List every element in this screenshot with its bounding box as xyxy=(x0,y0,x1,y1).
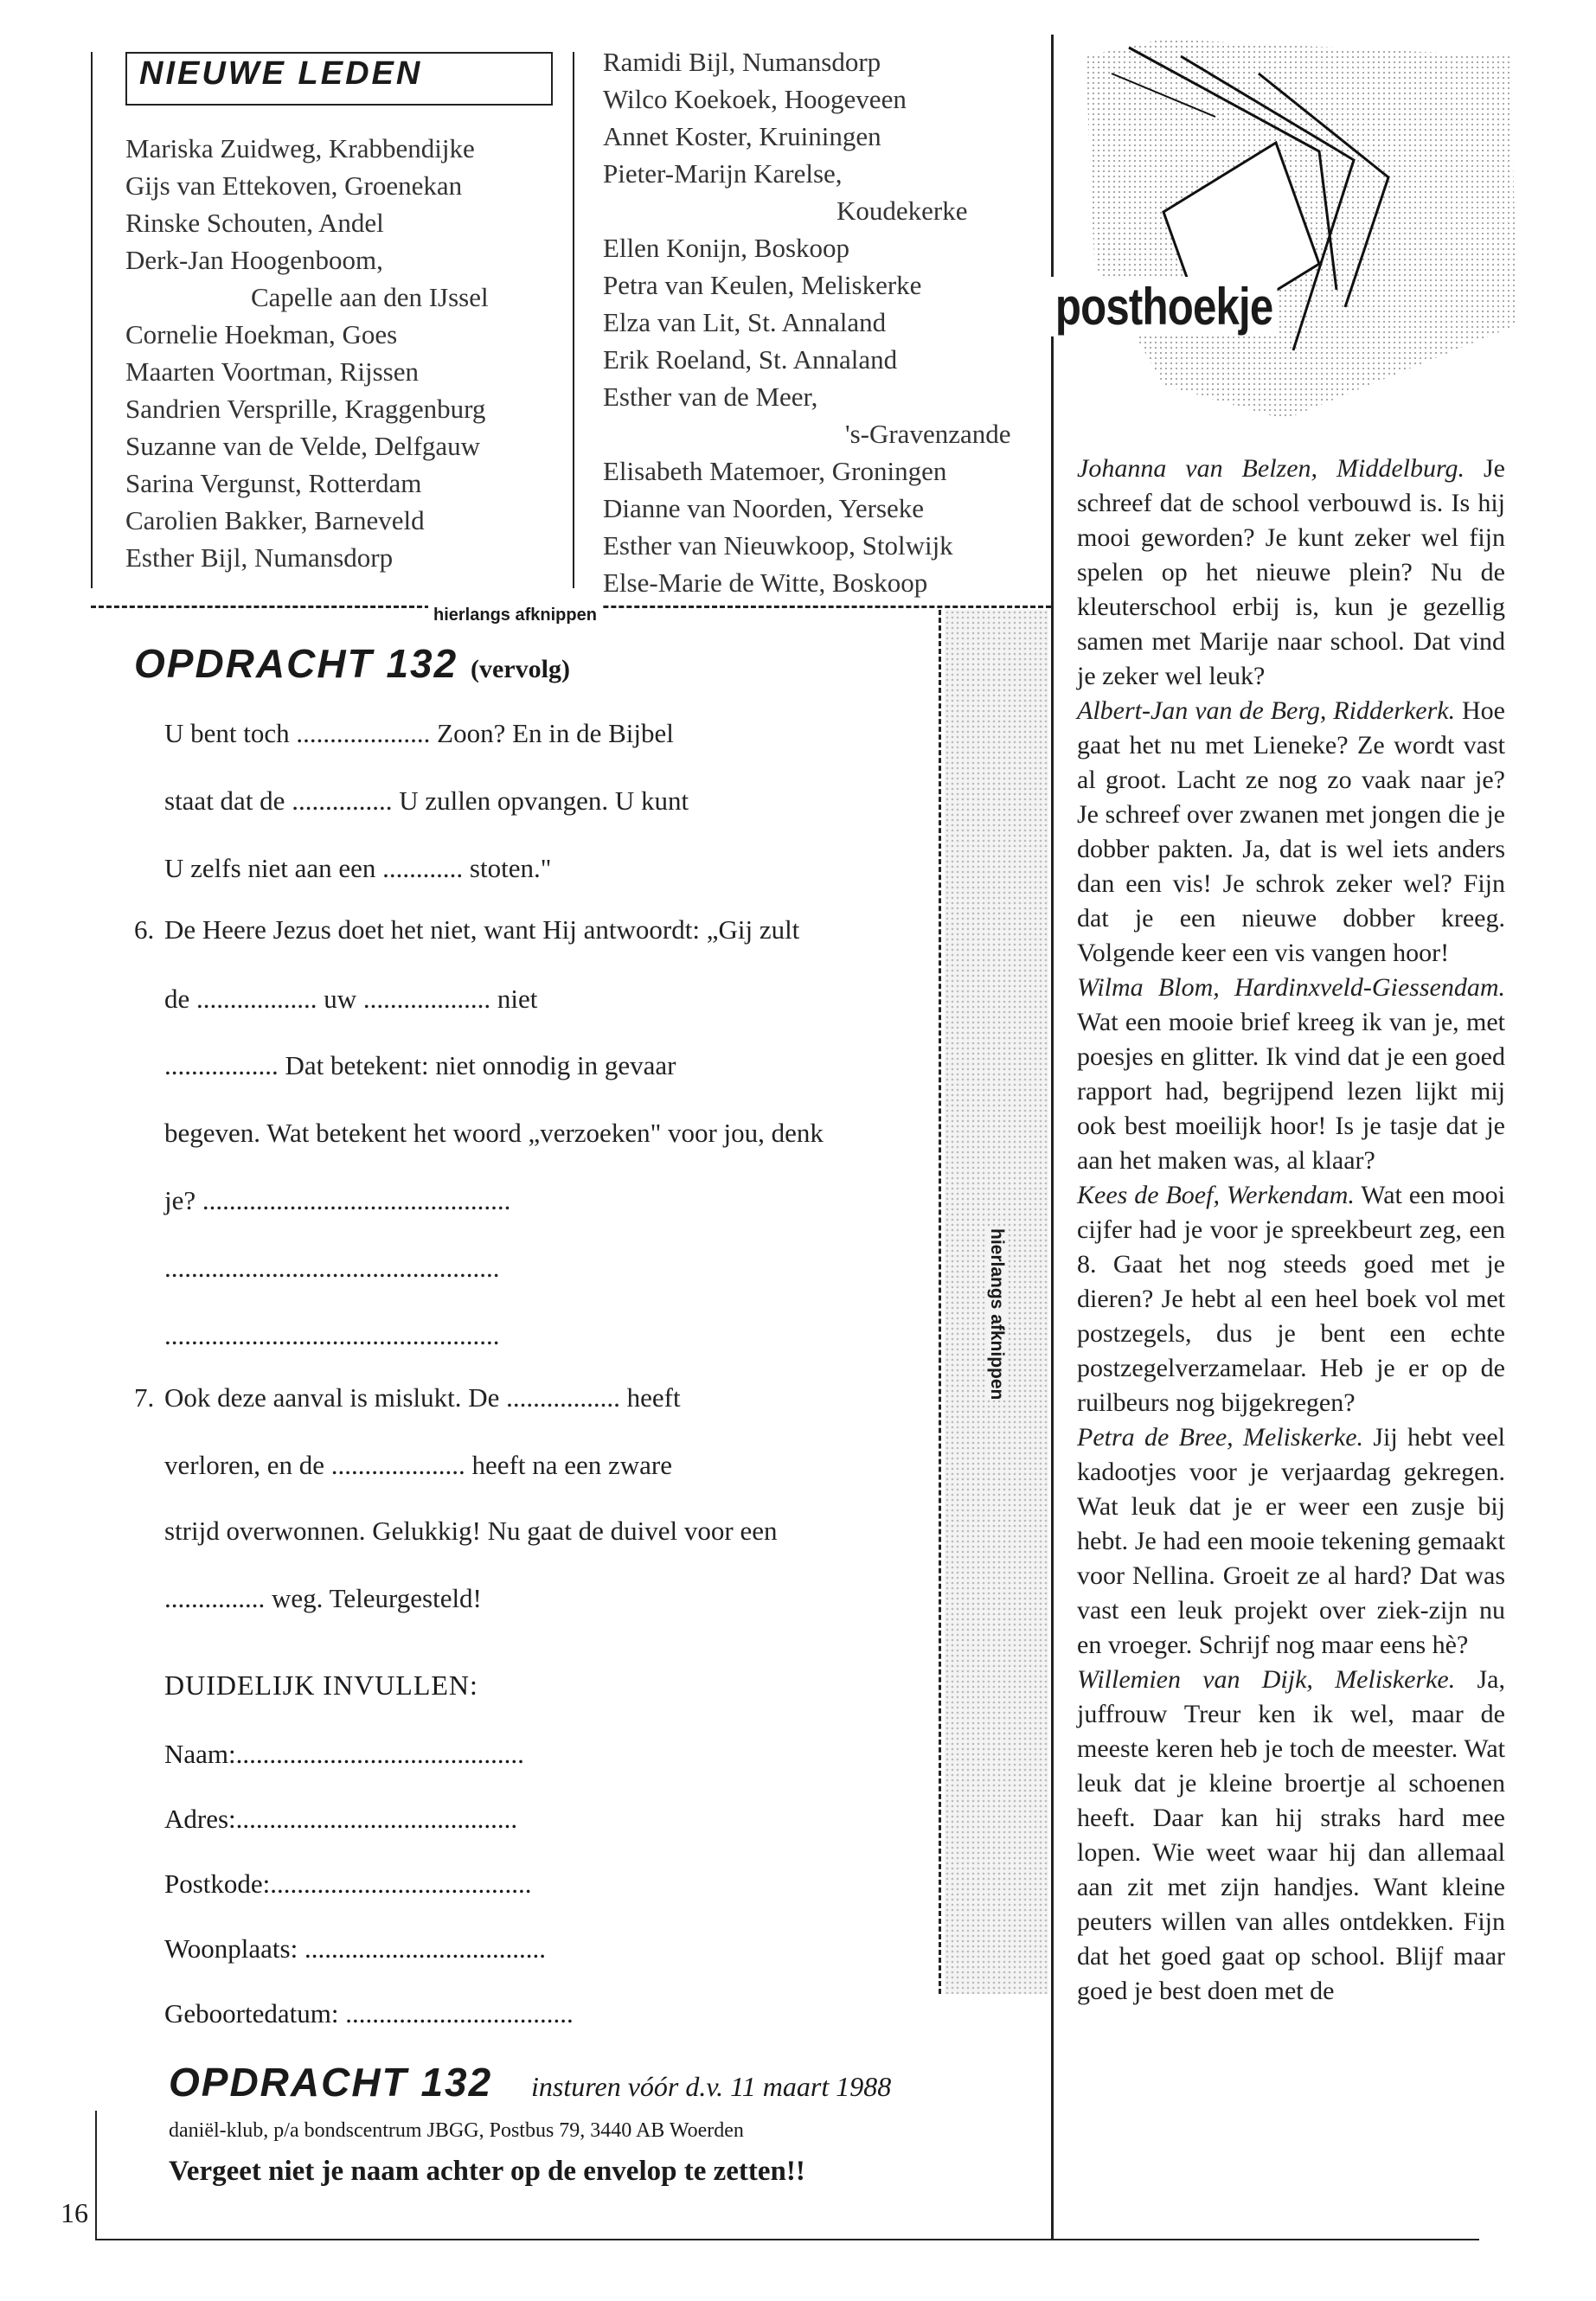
member-name: Cornelie Hoekman, Goes xyxy=(125,319,398,349)
member-name: Derk-Jan Hoogenboom, xyxy=(125,245,383,275)
letter-writer: Willemien van Dijk, Meliskerke. xyxy=(1077,1665,1456,1694)
member-name: Carolien Bakker, Barneveld xyxy=(125,505,425,535)
letter-reply: Hoe gaat het nu met Lieneke? Ze wordt vast al groot. Lacht ze nog zo vaak naar je? Je schreef over zwanen met jongen die je dobber pakten. Ja, dat is wel iets anders dan een vis! Je schrok zeker wel? Fijn dat je een nieuwe dobber kreeg. Volgende keer een vis vangen hoor! xyxy=(1077,696,1505,967)
page-rule-left xyxy=(95,2111,97,2240)
member-name: Esther van Nieuwkoop, Stolwijk xyxy=(603,530,953,561)
member-name: Koudekerke xyxy=(836,195,968,226)
assignment-line: begeven. Wat betekent het woord „verzoeken" voor jou, denk xyxy=(164,1118,824,1148)
form-field-address[interactable]: Adres:.......................................... xyxy=(164,1804,518,1834)
member-name: Maarten Voortman, Rijssen xyxy=(125,356,419,387)
form-field-name[interactable]: Naam:........................................... xyxy=(164,1739,524,1769)
assignment-subtitle: (vervolg) xyxy=(470,655,570,683)
member-name: Rinske Schouten, Andel xyxy=(125,208,384,238)
member-name: Pieter-Marijn Karelse, xyxy=(603,158,843,189)
letter-reply: Jij hebt veel kadootjes voor je verjaardag gekregen. Wat leuk dat je er weer een zusje bij hebt. Je had een mooie tekening gemaakt voor Nellina. Groeit ze al hard? Dat was vast een leuk projekt over ziek-zijn nu en vroeger. Schrijf nog maar eens hè? xyxy=(1077,1423,1505,1659)
letter-writer: Wilma Blom, Hardinxveld-Giessendam. xyxy=(1077,973,1505,1002)
letter-reply: Je schreef dat de school verbouwd is. Is hij mooi geworden? Je kunt zeker wel fijn spelen op het nieuwe plein? Nu de kleuterschool erbij is, kun je gezellig samen met Marije naar school. Dat vind je zeker wel leuk? xyxy=(1077,454,1505,690)
member-name: Esther Bijl, Numansdorp xyxy=(125,542,394,573)
form-field-birthdate[interactable]: Geboortedatum: .................................. xyxy=(164,1998,574,2029)
cut-label-horizontal: hierlangs afknippen xyxy=(428,606,602,625)
letter-entry xyxy=(1077,452,1505,694)
member-name: Elisabeth Matemoer, Groningen xyxy=(603,456,947,486)
member-name: Petra van Keulen, Meliskerke xyxy=(603,270,922,300)
member-name: 's-Gravenzande xyxy=(845,419,1011,449)
member-name: Elza van Lit, St. Annaland xyxy=(603,307,887,337)
letter-entry xyxy=(1077,1420,1505,1663)
assignment-footer-title xyxy=(169,2059,891,2106)
member-name: Suzanne van de Velde, Delfgauw xyxy=(125,431,481,461)
assignment-line: ............... weg. Teleurgesteld! xyxy=(164,1583,482,1613)
member-name: Ellen Konijn, Boskoop xyxy=(603,233,850,263)
letter-entry xyxy=(1077,1663,1505,2009)
assignment-title-text: OPDRACHT 132 xyxy=(134,641,458,686)
assignment-line: U zelfs niet aan een ............ stoten." xyxy=(164,853,552,883)
assignment-line: De Heere Jezus doet het niet, want Hij antwoordt: „Gij zult xyxy=(164,914,800,945)
page-rule-bottom xyxy=(95,2239,1479,2240)
assignment-line: de .................. uw ................... niet xyxy=(164,984,538,1014)
deadline-text: insturen vóór d.v. 11 maart 1988 xyxy=(530,2071,892,2102)
answer-line[interactable]: je? .............................................. xyxy=(164,1185,511,1215)
letter-entry xyxy=(1077,694,1505,971)
member-name: Sarina Vergunst, Rotterdam xyxy=(125,468,422,498)
letter-writer: Petra de Bree, Meliskerke. xyxy=(1077,1423,1364,1452)
member-name: Capelle aan den IJssel xyxy=(251,282,489,312)
form-heading: DUIDELIJK INVULLEN: xyxy=(164,1670,478,1701)
answer-line[interactable]: .................................................. xyxy=(164,1320,500,1350)
letter-entry xyxy=(1077,1178,1505,1420)
assignment-title xyxy=(134,640,570,687)
new-members-list-left xyxy=(125,130,558,576)
member-name: Annet Koster, Kruiningen xyxy=(603,121,881,151)
cut-label-vertical: hierlangs afknippen xyxy=(987,1228,1007,1400)
letter-entry xyxy=(1077,971,1505,1178)
page-number: 16 xyxy=(61,2197,88,2228)
club-address: daniël-klub, p/a bondscentrum JBGG, Postbus 79, 3440 AB Woerden xyxy=(169,2119,744,2142)
answer-line[interactable]: .................................................. xyxy=(164,1253,500,1283)
question-number: 6. xyxy=(134,914,155,945)
member-name: Mariska Zuidweg, Krabbendijke xyxy=(125,133,475,163)
posthoekje-letters xyxy=(1077,452,1505,2009)
letter-writer: Johanna van Belzen, Middelburg. xyxy=(1077,454,1465,483)
assignment-line: Ook deze aanval is mislukt. De ................. heeft xyxy=(164,1382,681,1413)
form-field-city[interactable]: Woonplaats: .................................... xyxy=(164,1933,546,1964)
member-name: Else-Marie de Witte, Boskoop xyxy=(603,567,928,598)
assignment-footer-title-text: OPDRACHT 132 xyxy=(169,2060,493,2105)
question-number: 7. xyxy=(134,1382,155,1413)
assignment-line: ................. Dat betekent: niet onnodig in gevaar xyxy=(164,1050,676,1080)
assignment-line: staat dat de ............... U zullen opvangen. U kunt xyxy=(164,785,689,816)
posthoekje-title: posthoekje xyxy=(1051,277,1277,336)
new-members-title-box xyxy=(125,52,553,106)
assignment-line: U bent toch .................... Zoon? En in de Bijbel xyxy=(164,718,674,748)
letter-reply: Wat een mooi cijfer had je voor je spreekbeurt zeg, een 8. Gaat het nog steeds goed met je dieren? Je hebt al een heel boek vol met postzegels, dus je bent een echte postzegelverzamelaar. Heb je er op de ruilbeurs nog bijgekregen? xyxy=(1077,1181,1505,1417)
cut-line-vertical xyxy=(939,610,941,1994)
posthoekje-graphic xyxy=(1060,39,1527,445)
assignment-line: verloren, en de .................... heeft na een zware xyxy=(164,1450,673,1480)
form-field-postcode[interactable]: Postkode:....................................... xyxy=(164,1868,532,1899)
letter-reply: Ja, juffrouw Treur ken ik wel, maar de meeste keren heb je toch de meester. Wat leuk dat je kleine broertje al schoenen heeft. Daar kan hij straks hard mee lopen. Wie weet waar hij dan allemaal aan zit met zijn handjes. Want kleine peuters willen van alles ontdekken. Fijn dat het goed gaat op school. Blijf maar goed je best doen met de xyxy=(1077,1665,1505,2005)
letter-reply: Wat een mooie brief kreeg ik van je, met poesjes en glitter. Ik vind dat je een goed rapport had, begrijpend lezen lijkt mij ook best moeilijk hoor! Is je tasje dat je aan het maken was, al klaar? xyxy=(1077,1008,1505,1175)
letter-writer: Albert-Jan van de Berg, Ridderkerk. xyxy=(1077,696,1456,725)
new-members-title: NIEUWE LEDEN xyxy=(139,55,423,92)
member-name: Wilco Koekoek, Hoogeveen xyxy=(603,84,907,114)
envelope-reminder: Vergeet niet je naam achter op de envelop te zetten!! xyxy=(169,2156,805,2187)
member-name: Esther van de Meer, xyxy=(603,381,818,412)
member-name: Sandrien Versprille, Kraggenburg xyxy=(125,394,486,424)
member-name: Erik Roeland, St. Annaland xyxy=(603,344,898,375)
member-name: Dianne van Noorden, Yerseke xyxy=(603,493,925,523)
letter-writer: Kees de Boef, Werkendam. xyxy=(1077,1181,1355,1209)
member-name: Gijs van Ettekoven, Groenekan xyxy=(125,170,463,201)
new-members-list-middle xyxy=(603,43,1053,601)
assignment-line: strijd overwonnen. Gelukkig! Nu gaat de duivel voor een xyxy=(164,1516,778,1546)
member-name: Ramidi Bijl, Numansdorp xyxy=(603,47,881,77)
